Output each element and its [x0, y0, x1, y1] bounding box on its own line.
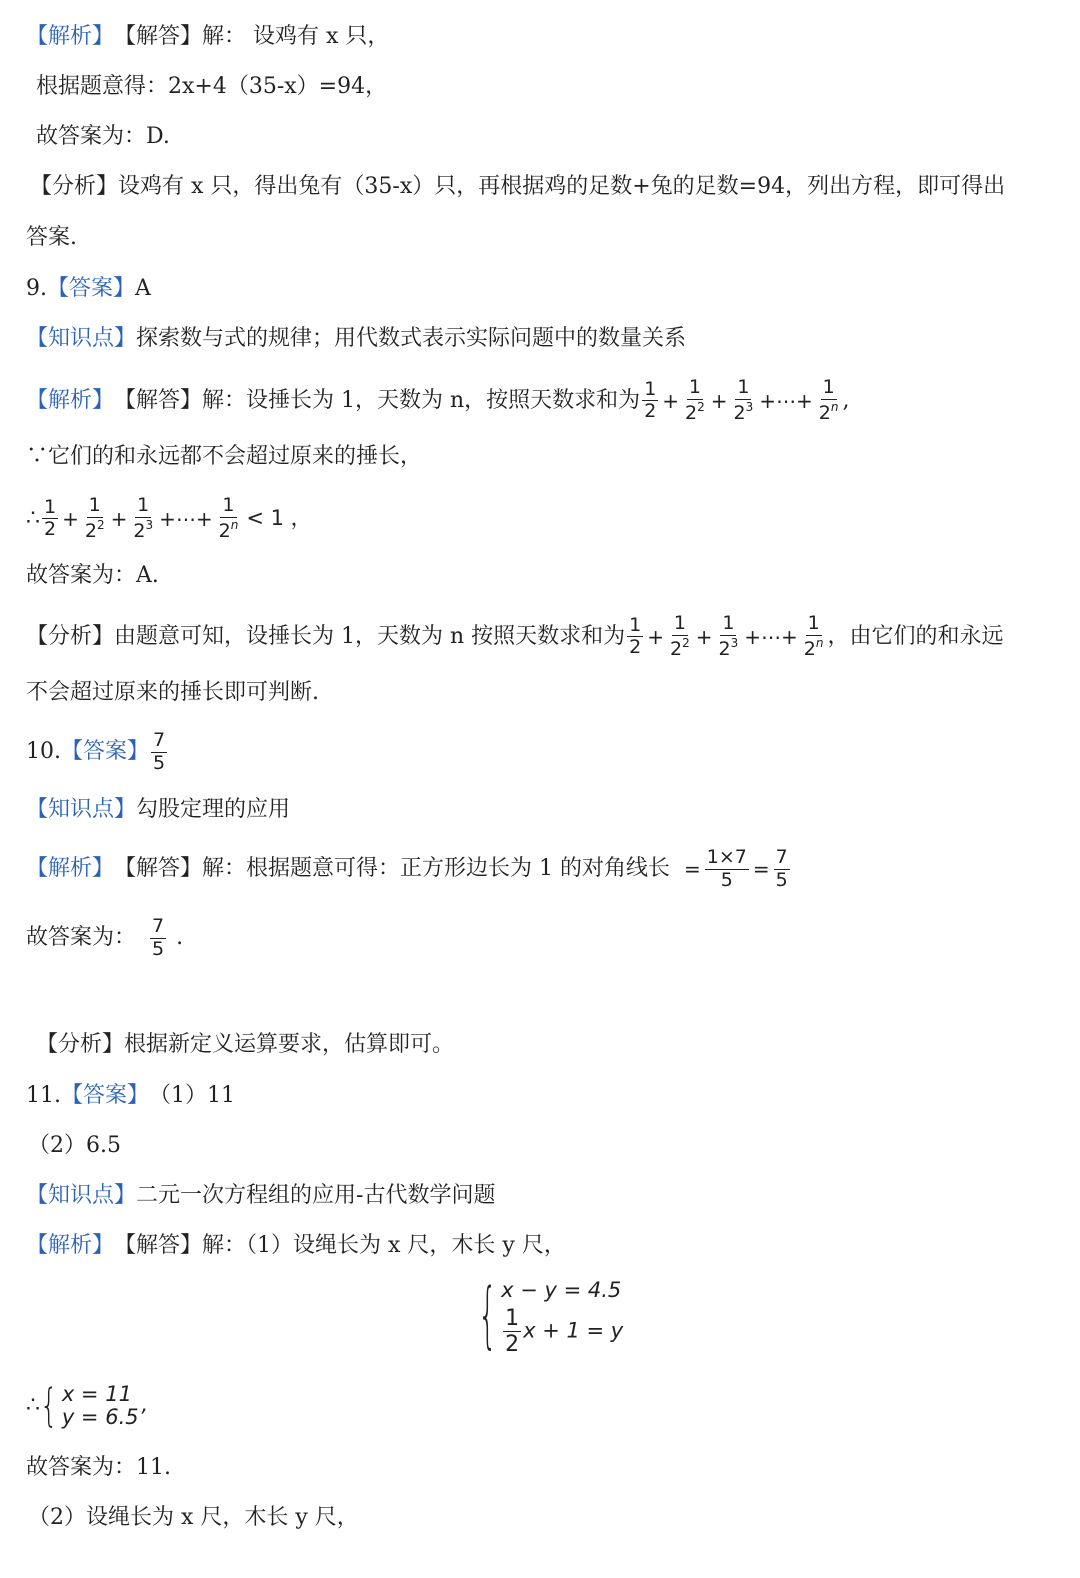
zhishi-tag: 【知识点】	[26, 326, 137, 351]
solution-system	[40, 1378, 146, 1432]
jiexi-tag: 【解析】	[26, 1233, 115, 1258]
q9-answer-line-2	[26, 565, 1080, 587]
fraction-one-times-seven: $\frac{1\times 7}{5}$	[706, 846, 747, 891]
q11-part2-line	[28, 1507, 1080, 1529]
fraction-quarter: $\frac{1}{2^2}$	[685, 376, 705, 424]
zhishi-text: 探索数与式的规律；用代数式表示实际问题中的数量关系	[136, 326, 687, 351]
daan-tag: 【答案】	[47, 276, 136, 301]
q10-jiexi-line	[26, 848, 1080, 891]
fenxi-tag: 【分析】	[26, 623, 115, 649]
fenxi-line	[30, 176, 1080, 198]
q11-zhishi-line	[26, 1185, 1080, 1207]
system-eq-2: $\frac{1}{2}$ x + 1 = y	[505, 1306, 624, 1358]
jieda-tag: 【解答】	[114, 1233, 203, 1258]
fenxi-cont-text: 不会超过原来的捶长即可判断.	[26, 680, 319, 705]
left-brace: {	[478, 1274, 498, 1359]
jieda-text: 解：根据题意可得：正方形边长为 1 的对角线长	[202, 856, 671, 882]
zhishi-text: 勾股定理的应用	[136, 797, 291, 822]
q11-number: 11.	[26, 1083, 61, 1108]
q11-answer-line-2	[28, 1135, 1080, 1157]
jieda-tag: 【解答】	[114, 856, 203, 882]
q11-equation-system	[478, 1274, 1080, 1359]
q9-number: 9.	[26, 276, 47, 301]
zhishi-tag: 【知识点】	[26, 1183, 137, 1208]
daan-tag: 【答案】	[61, 1083, 150, 1108]
q11-answer-2: （2）6.5	[28, 1133, 121, 1158]
q10-answer-line-2	[26, 917, 1080, 960]
plus-op: +	[647, 624, 665, 649]
q9-fenxi-cont	[26, 682, 1080, 704]
equals-op: =	[684, 857, 701, 882]
plus-op: +	[110, 506, 128, 531]
q9-answer-line	[26, 278, 1080, 300]
q10-fenxi-line	[36, 1034, 1080, 1056]
answer-fraction: $\frac{7}{5}$	[153, 729, 166, 774]
fraction-nth: $\frac{1}{2^n}$	[818, 376, 839, 424]
fraction-eighth: $\frac{1}{2^3}$	[733, 376, 754, 424]
q9-reason-line	[26, 446, 1080, 468]
fraction-quarter: $\frac{1}{2^2}$	[670, 612, 690, 660]
answer-line	[36, 126, 1080, 148]
part2-text: （2）设绳长为 x 尺，木长 y 尺，	[28, 1505, 359, 1530]
q9-answer: A	[135, 276, 151, 301]
comma: ,	[842, 387, 850, 413]
reason-text: ∵它们的和永远都不会超过原来的捶长，	[26, 444, 423, 469]
ellipsis-op: +⋯+	[744, 624, 798, 649]
equation-text: 根据题意得：2x+4（35-x）=94，	[36, 74, 388, 99]
fenxi-text: 由题意可知，设捶长为 1，天数为 n 按照天数求和为	[114, 623, 626, 649]
plus-op: +	[662, 388, 680, 413]
jieda-tag: 【解答】	[114, 24, 203, 49]
plus-op: +	[710, 388, 728, 413]
fraction-half: $\frac{1}{2}$	[644, 377, 657, 423]
fraction-quarter: $\frac{1}{2^2}$	[84, 494, 105, 542]
fenxi-cont	[26, 227, 1080, 249]
q11-answer-1: （1）11	[149, 1083, 236, 1108]
jiexi-line-8	[26, 26, 1080, 48]
inequality-tail: < 1 ，	[246, 506, 312, 531]
fenxi-cont-text: 答案.	[26, 225, 77, 250]
jieda-text: 解：（1）设绳长为 x 尺，木长 y 尺，	[202, 1233, 566, 1258]
answer-text: 故答案为：D.	[36, 124, 170, 149]
q11-answer-line	[26, 1085, 1080, 1107]
answer-fraction: $\frac{7}{5}$	[152, 915, 165, 960]
answer-text: 故答案为：11.	[26, 1455, 171, 1480]
q10-number: 10.	[26, 739, 61, 765]
fraction-half: $\frac{1}{2}$	[629, 613, 642, 659]
therefore-symbol: ∴	[26, 1393, 40, 1418]
fraction-nth: $\frac{1}{2^n}$	[218, 494, 239, 542]
fraction-half: $\frac{1}{2}$	[44, 495, 57, 541]
equation-system	[478, 1274, 624, 1359]
plus-op: +	[695, 624, 713, 649]
jiexi-tag: 【解析】	[26, 24, 115, 49]
answer-suffix: .	[176, 925, 184, 951]
ellipsis-op: +⋯+	[159, 506, 213, 531]
jieda-tag: 【解答】	[114, 387, 203, 413]
jiexi-tag: 【解析】	[26, 856, 115, 882]
answer-prefix: 故答案为：	[26, 925, 137, 951]
jieda-text: 解：设捶长为 1，天数为 n，按照天数求和为	[202, 387, 641, 413]
therefore-symbol: ∴	[26, 505, 40, 531]
zhishi-text: 二元一次方程组的应用-古代数学问题	[136, 1183, 496, 1208]
q11-answer-text-line	[26, 1457, 1080, 1479]
q10-zhishi-line	[26, 799, 1080, 821]
solution-x: x = 11	[61, 1382, 132, 1406]
fraction-seven-fifths: $\frac{7}{5}$	[775, 846, 788, 891]
fenxi-text: 根据新定义运算要求，估算即可。	[124, 1032, 455, 1057]
jiexi-tag: 【解析】	[26, 387, 115, 413]
left-brace: {	[40, 1378, 58, 1432]
q9-jiexi-line	[26, 378, 1080, 424]
fraction-eighth: $\frac{1}{2^3}$	[718, 612, 739, 660]
fraction-eighth: $\frac{1}{2^3}$	[133, 494, 154, 542]
plus-op: +	[62, 506, 79, 531]
fraction-nth: $\frac{1}{2^n}$	[803, 612, 824, 660]
daan-tag: 【答案】	[61, 739, 150, 765]
equation-line	[36, 76, 1080, 98]
q9-fenxi-line	[26, 614, 1080, 660]
zhishi-tag: 【知识点】	[26, 797, 137, 822]
system-eq-1: x − y = 4.5	[501, 1278, 622, 1302]
fenxi-tail: ，由它们的和永远	[827, 623, 1004, 649]
fenxi-text: 设鸡有 x 只，得出兔有（35-x）只，再根据鸡的足数+兔的足数=94，列出方程，即可得出	[118, 174, 1006, 199]
fenxi-tag: 【分析】	[30, 174, 119, 199]
q11-jiexi-line	[26, 1235, 1080, 1257]
jieda-text: 解： 设鸡有 x 只，	[202, 24, 390, 49]
answer-text: 故答案为：A.	[26, 563, 159, 588]
fenxi-tag: 【分析】	[36, 1032, 125, 1057]
solution-y: y = 6.5’	[61, 1405, 146, 1429]
q9-inequality-line	[26, 496, 1080, 542]
q11-solution-line	[26, 1378, 1080, 1432]
equals-op: =	[752, 857, 770, 882]
ellipsis-op: +⋯+	[759, 388, 813, 413]
q9-zhishi-line	[26, 328, 1080, 350]
q10-answer-line	[26, 731, 1080, 774]
